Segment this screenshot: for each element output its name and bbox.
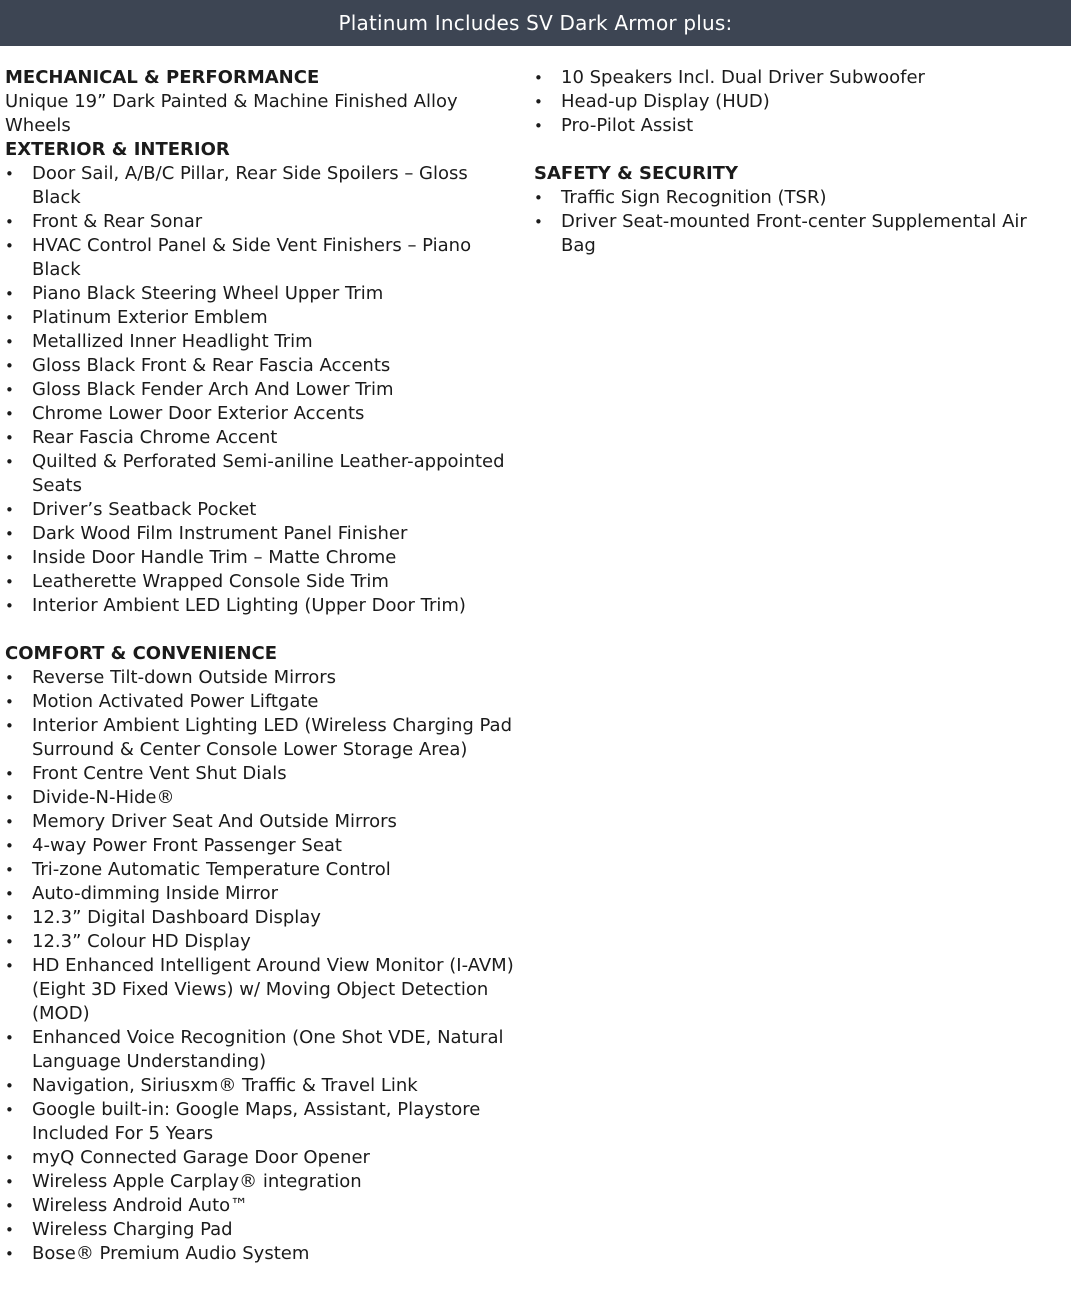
mechanical-title: MECHANICAL & PERFORMANCE [5,67,320,88]
list-item: • Driver Seat-mounted Front-center Supplemental Air Bag [534,210,1044,258]
list-item: • Wireless Android Auto™ [5,1194,540,1218]
list-item: • 12.3” Digital Dashboard Display [5,906,540,930]
list-item: • Tri-zone Automatic Temperature Control [5,858,540,882]
comfort-list [5,666,540,1266]
list-item: • HD Enhanced Intelligent Around View Monitor (I-AVM) (Eight 3D Fixed Views) w/ Moving Object Detection (MOD) [5,954,540,1026]
list-item: • Bose® Premium Audio System [5,1242,540,1266]
list-item: • Piano Black Steering Wheel Upper Trim [5,282,510,306]
list-item: • Front Centre Vent Shut Dials [5,762,540,786]
list-item: • Auto-dimming Inside Mirror [5,882,540,906]
list-item: • Rear Fascia Chrome Accent [5,426,510,450]
list-item: • Dark Wood Film Instrument Panel Finisher [5,522,510,546]
list-item: • 12.3” Colour HD Display [5,930,540,954]
left-column [5,66,545,1266]
list-item: • 4-way Power Front Passenger Seat [5,834,540,858]
banner-title: Platinum Includes SV Dark Armor plus: [338,11,733,35]
exterior-title: EXTERIOR & INTERIOR [5,139,230,160]
list-item: • Motion Activated Power Liftgate [5,690,540,714]
list-item: • Memory Driver Seat And Outside Mirrors [5,810,540,834]
list-item: • Google built-in: Google Maps, Assistant, Playstore Included For 5 Years [5,1098,540,1146]
exterior-list [5,162,510,618]
list-item: • Interior Ambient Lighting LED (Wireless Charging Pad Surround & Center Console Lower Storage Area) [5,714,540,762]
list-item: • Divide-N-Hide® [5,786,540,810]
right-column [534,66,1054,258]
list-item: • 10 Speakers Incl. Dual Driver Subwoofer [534,66,1044,90]
page-banner [0,0,1071,46]
list-item: • Traffic Sign Recognition (TSR) [534,186,1044,210]
safety-list [534,186,1044,258]
list-item: • myQ Connected Garage Door Opener [5,1146,540,1170]
list-item: • Interior Ambient LED Lighting (Upper Door Trim) [5,594,510,618]
list-item: • Driver’s Seatback Pocket [5,498,510,522]
mechanical-text: Unique 19” Dark Painted & Machine Finished Alloy Wheels [5,91,458,136]
list-item: • Door Sail, A/B/C Pillar, Rear Side Spoilers – Gloss Black [5,162,510,210]
list-item: • Inside Door Handle Trim – Matte Chrome [5,546,510,570]
list-item: • Wireless Apple Carplay® integration [5,1170,540,1194]
safety-title: SAFETY & SECURITY [534,163,738,184]
list-item: • Front & Rear Sonar [5,210,510,234]
list-item: • Reverse Tilt-down Outside Mirrors [5,666,540,690]
list-item: • Gloss Black Fender Arch And Lower Trim [5,378,510,402]
list-item: • Leatherette Wrapped Console Side Trim [5,570,510,594]
list-item: • Chrome Lower Door Exterior Accents [5,402,510,426]
list-item: • Head-up Display (HUD) [534,90,1044,114]
list-item: • Gloss Black Front & Rear Fascia Accents [5,354,510,378]
list-item: • Platinum Exterior Emblem [5,306,510,330]
list-item: • Wireless Charging Pad [5,1218,540,1242]
list-item: • HVAC Control Panel & Side Vent Finishers – Piano Black [5,234,510,282]
comfort-list-continued [534,66,1044,138]
list-item: • Metallized Inner Headlight Trim [5,330,510,354]
list-item: • Quilted & Perforated Semi-aniline Leather-appointed Seats [5,450,510,498]
list-item: • Pro-Pilot Assist [534,114,1044,138]
list-item: • Navigation, Siriusxm® Traffic & Travel Link [5,1074,540,1098]
comfort-title: COMFORT & CONVENIENCE [5,643,278,664]
list-item: • Enhanced Voice Recognition (One Shot VDE, Natural Language Understanding) [5,1026,540,1074]
